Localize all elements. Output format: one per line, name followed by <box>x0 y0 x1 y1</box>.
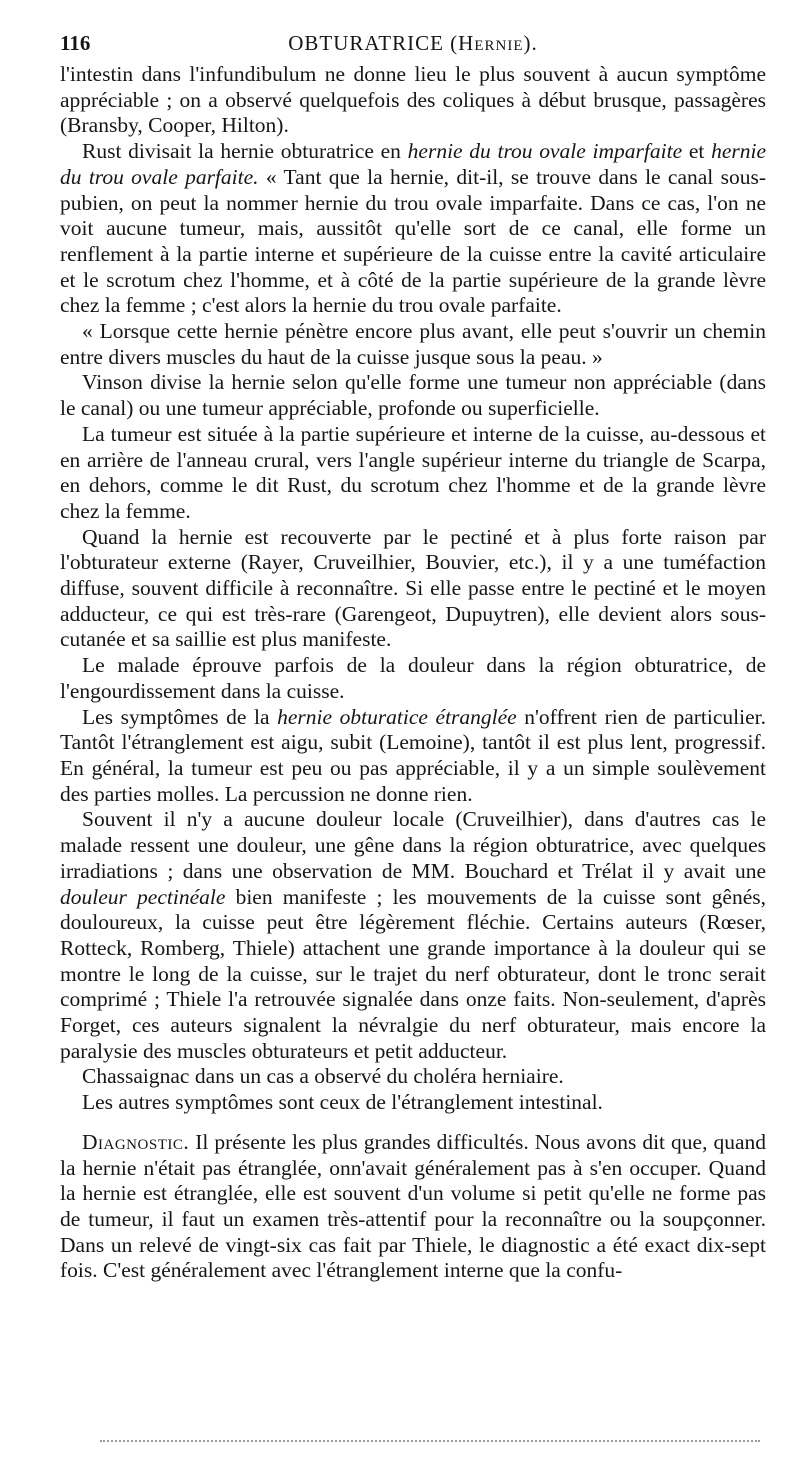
paragraph-diagnostic <box>60 1130 766 1284</box>
bottom-rule-divider <box>100 1440 760 1442</box>
running-title-sub: Hernie <box>458 31 524 55</box>
paragraph-1: l'intestin dans l'infundibulum ne donne lieu le plus souvent à aucun symptôme appréciable ; on a observé quelquefois des coliques à début brusque, passagères (Bransby, Cooper, Hilton). <box>60 62 766 138</box>
paragraph-11: Les autres symptômes sont ceux de l'étranglement intestinal. <box>82 1090 603 1115</box>
paragraph-8-part-b: n'offrent rien de particulier. Tantôt l'étranglement est aigu, subit (Lemoine), tantôt il est plus lent, progressif. En général, la tumeur est peu ou pas appréciable, il y a un simple soulèvement des parties molles. La percussion ne donne rien. <box>60 704 766 806</box>
paragraph-2-part-a: Rust divisait la hernie obturatrice en <box>82 139 408 164</box>
paragraph-2-italic-2: hernie du trou ovale parfaite. <box>60 139 766 189</box>
paragraph-9-italic: douleur pectinéale <box>60 884 226 909</box>
running-title <box>60 28 766 58</box>
paragraph-10: Chassaignac dans un cas a observé du choléra herniaire. <box>82 1064 564 1089</box>
paragraph-5: La tumeur est située à la partie supérieure et interne de la cuisse, au-dessous et en arrière de l'anneau crural, vers l'angle supérieur interne du triangle de Scarpa, en dehors, comme le dit Rust, du scrotum chez l'homme et de la grande lèvre chez la femme. <box>60 421 766 523</box>
paragraph-2-italic-1: hernie du trou ovale imparfaite <box>407 139 683 164</box>
paragraph-8-part-a: Les symptômes de la <box>82 704 278 729</box>
running-title-paren-open: ( <box>450 31 459 55</box>
paragraph-9-part-a: Souvent il n'y a aucune douleur locale (Cruveilhier), dans d'autres cas le malade ressent une douleur, une gêne dans la région obturatrice, avec quelques irradiations ; dans une observation de MM. Bouchard et Trélat il y avait une <box>60 807 766 883</box>
running-title-paren-close: ). <box>523 31 538 55</box>
paragraph-7: Le malade éprouve parfois de la douleur dans la région obturatrice, de l'engourdissement dans la cuisse. <box>60 653 766 703</box>
paragraph-4: Vinson divise la hernie selon qu'elle forme une tumeur non appréciable (dans le canal) ou une tumeur appréciable, profonde ou superficielle. <box>60 370 766 421</box>
paragraph-2-part-c: « Tant que la hernie, dit-il, se trouve dans le canal sous-pubien, on peut la nommer hernie du trou ovale imparfaite. Dans ce cas, l'on ne voit aucune tumeur, mais, aussitôt qu'elle sort de ce canal, elle forme un renflement à la partie interne et supérieure de la cuisse entre la cavité articulaire et le scrotum chez l'homme, et à côté de la partie supérieure de la grande lèvre chez la femme ; c'est alors la hernie du trou ovale parfaite. <box>60 164 766 318</box>
paragraph-diagnostic-text: Il présente les plus grandes difficultés. Nous avons dit que, quand la hernie n'était pas étranglée, onn'avait généralement pas à s'en occuper. Quand la hernie est étranglée, elle est souvent d'un volume si petit qu'elle ne forme pas de tumeur, il faut un examen très-attentif pour la reconnaître ou la soupçonner. Dans un relevé de vingt-six cas fait par Thiele, le diagnostic a été exact dix-sept fois. C'est généralement avec l'étranglement interne que la confu- <box>60 1129 766 1283</box>
paragraph-2 <box>60 139 766 319</box>
paragraph-3: « Lorsque cette hernie pénètre encore plus avant, elle peut s'ouvrir un chemin entre divers muscles du haut de la cuisse jusque sous la peau. » <box>60 319 766 369</box>
section-heading-diagnostic: Diagnostic. <box>82 1129 190 1154</box>
paragraph-2-part-b: et <box>682 139 712 164</box>
page-number: 116 <box>60 31 91 55</box>
paragraph-9-part-b: bien manifeste ; les mouvements de la cuisse sont gênés, douloureux, la cuisse peut être légèrement fléchie. Certains auteurs (Rœser, Rotteck, Romberg, Thiele) attachent une grande importance à la douleur qui se montre le long de la cuisse, sur le trajet du nerf obturateur, dont le tronc serait comprimé ; Thiele l'a retrouvée signalée dans onze faits. Non-seulement, d'après Forget, ces auteurs signalent la névralgie du nerf obturateur, mais encore la paralysie des muscles obturateurs et petit adducteur. <box>60 884 766 1063</box>
running-title-main: OBTURATRICE <box>288 31 444 55</box>
paragraph-6: Quand la hernie est recouverte par le pectiné et à plus forte raison par l'obturateur externe (Rayer, Cruveilhier, Bouvier, etc.), il y a une tuméfaction diffuse, souvent difficile à reconnaître. Si elle passe entre le pectiné et le moyen adducteur, ce qui est très-rare (Garengeot, Dupuytren), elle devient alors sous-cutanée et sa saillie est plus manifeste. <box>60 524 766 652</box>
body-text <box>60 62 766 1284</box>
running-head <box>60 28 766 62</box>
paragraph-8-italic: hernie obturatice étranglée <box>277 704 517 729</box>
book-page <box>60 28 766 1284</box>
paragraph-9 <box>60 807 766 1064</box>
paragraph-8 <box>60 705 766 808</box>
